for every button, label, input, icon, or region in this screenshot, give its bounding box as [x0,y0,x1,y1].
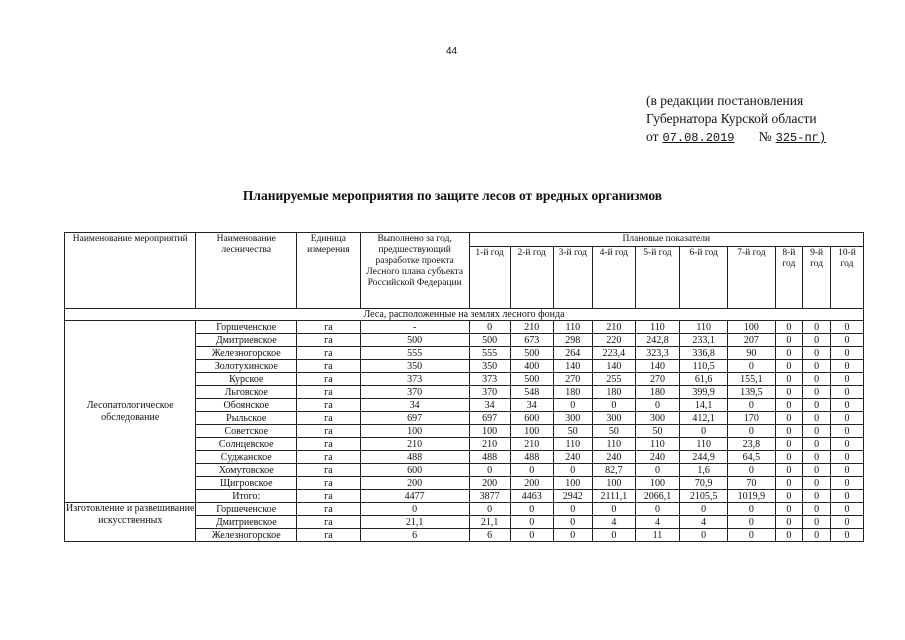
activity-cell: Лесопатологическое обследование [65,321,196,503]
year-7-cell: 23,8 [728,438,775,451]
year-1-cell: 0 [469,503,510,516]
year-5-cell: 0 [635,399,679,412]
year-6-cell: 244,9 [680,451,728,464]
activity-cell: Изготовление и развешивание искусственных [65,503,196,542]
header-unit: Единица измерения [297,233,361,309]
year-7-cell: 90 [728,347,775,360]
year-9-cell: 0 [803,360,831,373]
year-3-cell: 270 [553,373,592,386]
year-7-cell: 64,5 [728,451,775,464]
year-10-cell: 0 [830,477,863,490]
year-9-cell: 0 [803,334,831,347]
year-5-cell: 270 [635,373,679,386]
page-number: 44 [446,46,458,57]
year-3-cell: 140 [553,360,592,373]
year-7-cell: 155,1 [728,373,775,386]
forestry-cell: Горшеченское [196,503,297,516]
year-5-cell: 242,8 [635,334,679,347]
year-7-cell: 70 [728,477,775,490]
done-cell: - [360,321,469,334]
year-6-cell: 14,1 [680,399,728,412]
unit-cell: га [297,386,361,399]
year-5-cell: 180 [635,386,679,399]
year-4-cell: 255 [592,373,635,386]
year-8-cell: 0 [775,425,803,438]
done-cell: 500 [360,334,469,347]
year-7-cell: 0 [728,425,775,438]
year-8-cell: 0 [775,360,803,373]
year-9-cell: 0 [803,529,831,542]
edition-date: 07.08.2019 [662,131,735,145]
year-3-cell: 50 [553,425,592,438]
forestry-cell: Итого: [196,490,297,503]
unit-cell: га [297,438,361,451]
year-9-cell: 0 [803,412,831,425]
header-planned: Плановые показатели [469,233,863,247]
year-6-cell: 110 [680,321,728,334]
year-1-cell: 0 [469,464,510,477]
edition-line-3 [646,128,826,147]
done-cell: 6 [360,529,469,542]
year-4-cell: 140 [592,360,635,373]
done-cell: 697 [360,412,469,425]
year-4-cell: 240 [592,451,635,464]
year-3-cell: 100 [553,477,592,490]
edition-number: 325-пг) [775,131,827,145]
year-9-cell: 0 [803,399,831,412]
year-5-cell: 300 [635,412,679,425]
unit-cell: га [297,412,361,425]
year-10-cell: 0 [830,451,863,464]
year-4-cell: 223,4 [592,347,635,360]
done-cell: 488 [360,451,469,464]
year-3-cell: 264 [553,347,592,360]
done-cell: 200 [360,477,469,490]
year-10-cell: 0 [830,438,863,451]
year-5-cell: 140 [635,360,679,373]
year-7-cell: 139,5 [728,386,775,399]
year-6-cell: 1,6 [680,464,728,477]
year-6-cell: 61,6 [680,373,728,386]
done-cell: 0 [360,503,469,516]
year-6-cell: 70,9 [680,477,728,490]
forestry-cell: Рыльское [196,412,297,425]
year-9-cell: 0 [803,516,831,529]
year-9-cell: 0 [803,386,831,399]
year-7-cell: 0 [728,503,775,516]
unit-cell: га [297,529,361,542]
year-6-cell: 0 [680,529,728,542]
year-1-cell: 697 [469,412,510,425]
forestry-cell: Советское [196,425,297,438]
year-4-cell: 0 [592,399,635,412]
year-1-cell: 21,1 [469,516,510,529]
year-3-cell: 180 [553,386,592,399]
year-2-cell: 673 [510,334,553,347]
year-5-cell: 240 [635,451,679,464]
year-4-cell: 180 [592,386,635,399]
edition-line-1: (в редакции постановления [646,93,804,108]
year-1-cell: 210 [469,438,510,451]
year-10-cell: 0 [830,503,863,516]
unit-cell: га [297,360,361,373]
unit-cell: га [297,334,361,347]
year-5-cell: 0 [635,503,679,516]
year-2-cell: 488 [510,451,553,464]
year-2-cell: 100 [510,425,553,438]
year-2-cell: 500 [510,347,553,360]
year-7-cell: 0 [728,360,775,373]
year-9-cell: 0 [803,451,831,464]
year-6-cell: 2105,5 [680,490,728,503]
year-4-cell: 110 [592,438,635,451]
year-6-cell: 412,1 [680,412,728,425]
unit-cell: га [297,321,361,334]
forestry-cell: Дмитриевское [196,334,297,347]
year-3-cell: 298 [553,334,592,347]
year-10-cell: 0 [830,529,863,542]
year-2-cell: 500 [510,373,553,386]
year-3-cell: 0 [553,399,592,412]
year-5-cell: 110 [635,438,679,451]
year-4-cell: 82,7 [592,464,635,477]
year-8-cell: 0 [775,490,803,503]
header-year-5: 5-й год [635,247,679,309]
year-9-cell: 0 [803,490,831,503]
year-4-cell: 0 [592,529,635,542]
year-1-cell: 34 [469,399,510,412]
forestry-cell: Хомутовское [196,464,297,477]
done-cell: 100 [360,425,469,438]
unit-cell: га [297,399,361,412]
header-forestry: Наименование лесничества [196,233,297,309]
year-1-cell: 350 [469,360,510,373]
year-8-cell: 0 [775,321,803,334]
year-5-cell: 110 [635,321,679,334]
year-3-cell: 0 [553,529,592,542]
unit-cell: га [297,451,361,464]
header-year-8: 8-й год [775,247,803,309]
edition-from-label: от [646,129,659,144]
forestry-cell: Железногорское [196,529,297,542]
forestry-cell: Курское [196,373,297,386]
year-6-cell: 110,5 [680,360,728,373]
done-cell: 34 [360,399,469,412]
year-10-cell: 0 [830,373,863,386]
year-9-cell: 0 [803,464,831,477]
unit-cell: га [297,516,361,529]
year-5-cell: 4 [635,516,679,529]
year-10-cell: 0 [830,386,863,399]
year-3-cell: 240 [553,451,592,464]
year-7-cell: 170 [728,412,775,425]
done-cell: 555 [360,347,469,360]
unit-cell: га [297,490,361,503]
year-5-cell: 323,3 [635,347,679,360]
year-6-cell: 399,9 [680,386,728,399]
year-5-cell: 0 [635,464,679,477]
year-1-cell: 3877 [469,490,510,503]
year-10-cell: 0 [830,321,863,334]
year-7-cell: 207 [728,334,775,347]
year-4-cell: 50 [592,425,635,438]
header-year-1: 1-й год [469,247,510,309]
header-year-6: 6-й год [680,247,728,309]
forestry-cell: Горшеченское [196,321,297,334]
year-8-cell: 0 [775,373,803,386]
year-2-cell: 0 [510,529,553,542]
table-row [65,321,864,334]
year-6-cell: 0 [680,503,728,516]
header-activity: Наименование мероприятий [65,233,196,309]
year-8-cell: 0 [775,503,803,516]
year-4-cell: 300 [592,412,635,425]
year-8-cell: 0 [775,438,803,451]
year-10-cell: 0 [830,412,863,425]
year-8-cell: 0 [775,464,803,477]
year-6-cell: 336,8 [680,347,728,360]
year-3-cell: 0 [553,516,592,529]
year-2-cell: 400 [510,360,553,373]
year-9-cell: 0 [803,503,831,516]
year-8-cell: 0 [775,399,803,412]
year-2-cell: 4463 [510,490,553,503]
year-8-cell: 0 [775,529,803,542]
done-cell: 600 [360,464,469,477]
year-10-cell: 0 [830,516,863,529]
done-cell: 210 [360,438,469,451]
year-3-cell: 2942 [553,490,592,503]
edition-line-2: Губернатора Курской области [646,111,817,126]
year-7-cell: 100 [728,321,775,334]
year-7-cell: 0 [728,529,775,542]
year-9-cell: 0 [803,438,831,451]
year-3-cell: 0 [553,503,592,516]
header-year-4: 4-й год [592,247,635,309]
done-cell: 350 [360,360,469,373]
forestry-cell: Щигровское [196,477,297,490]
header-year-9: 9-й год [803,247,831,309]
forestry-cell: Льговское [196,386,297,399]
done-cell: 370 [360,386,469,399]
year-8-cell: 0 [775,477,803,490]
year-1-cell: 370 [469,386,510,399]
year-4-cell: 2111,1 [592,490,635,503]
year-8-cell: 0 [775,451,803,464]
year-8-cell: 0 [775,386,803,399]
year-3-cell: 0 [553,464,592,477]
year-4-cell: 220 [592,334,635,347]
year-9-cell: 0 [803,425,831,438]
year-4-cell: 210 [592,321,635,334]
year-2-cell: 210 [510,438,553,451]
forestry-cell: Дмитриевское [196,516,297,529]
year-1-cell: 200 [469,477,510,490]
forestry-cell: Солнцевское [196,438,297,451]
measures-table [64,232,864,542]
year-2-cell: 200 [510,477,553,490]
year-1-cell: 488 [469,451,510,464]
year-8-cell: 0 [775,334,803,347]
year-1-cell: 100 [469,425,510,438]
forestry-cell: Обоянское [196,399,297,412]
header-year-7: 7-й год [728,247,775,309]
year-10-cell: 0 [830,334,863,347]
year-1-cell: 0 [469,321,510,334]
year-8-cell: 0 [775,516,803,529]
year-9-cell: 0 [803,477,831,490]
unit-cell: га [297,503,361,516]
edition-number-label: № [758,129,772,144]
unit-cell: га [297,477,361,490]
year-2-cell: 210 [510,321,553,334]
section-title: Леса, расположенные на землях лесного фонда [65,309,864,321]
table-body [65,321,864,542]
done-cell: 21,1 [360,516,469,529]
year-1-cell: 373 [469,373,510,386]
document-title: Планируемые мероприятия по защите лесов от вредных организмов [242,188,663,203]
header-year-2: 2-й год [510,247,553,309]
year-5-cell: 11 [635,529,679,542]
year-9-cell: 0 [803,321,831,334]
year-10-cell: 0 [830,464,863,477]
year-2-cell: 0 [510,503,553,516]
year-7-cell: 0 [728,516,775,529]
year-2-cell: 0 [510,516,553,529]
year-9-cell: 0 [803,373,831,386]
done-cell: 373 [360,373,469,386]
year-6-cell: 4 [680,516,728,529]
year-1-cell: 500 [469,334,510,347]
year-10-cell: 0 [830,360,863,373]
year-10-cell: 0 [830,425,863,438]
unit-cell: га [297,464,361,477]
year-5-cell: 100 [635,477,679,490]
forestry-cell: Золотухинское [196,360,297,373]
year-4-cell: 4 [592,516,635,529]
year-5-cell: 2066,1 [635,490,679,503]
unit-cell: га [297,425,361,438]
header-year-3: 3-й год [553,247,592,309]
year-3-cell: 300 [553,412,592,425]
year-10-cell: 0 [830,490,863,503]
year-3-cell: 110 [553,321,592,334]
unit-cell: га [297,373,361,386]
year-10-cell: 0 [830,399,863,412]
year-2-cell: 0 [510,464,553,477]
done-cell: 4477 [360,490,469,503]
year-5-cell: 50 [635,425,679,438]
header-year-10: 10-й год [830,247,863,309]
year-7-cell: 0 [728,399,775,412]
year-4-cell: 100 [592,477,635,490]
year-2-cell: 548 [510,386,553,399]
year-4-cell: 0 [592,503,635,516]
year-10-cell: 0 [830,347,863,360]
year-7-cell: 0 [728,464,775,477]
edition-note [646,92,826,147]
year-9-cell: 0 [803,347,831,360]
year-6-cell: 233,1 [680,334,728,347]
year-6-cell: 0 [680,425,728,438]
unit-cell: га [297,347,361,360]
year-3-cell: 110 [553,438,592,451]
year-7-cell: 1019,9 [728,490,775,503]
year-8-cell: 0 [775,347,803,360]
header-done: Выполнено за год, предшествующий разработке проекта Лесного плана субъекта Российской Федерации [360,233,469,309]
year-1-cell: 6 [469,529,510,542]
forestry-cell: Железногорское [196,347,297,360]
year-2-cell: 34 [510,399,553,412]
year-2-cell: 600 [510,412,553,425]
forestry-cell: Суджанское [196,451,297,464]
table-row [65,503,864,516]
measures-table-wrapper [64,232,864,542]
year-8-cell: 0 [775,412,803,425]
year-1-cell: 555 [469,347,510,360]
year-6-cell: 110 [680,438,728,451]
